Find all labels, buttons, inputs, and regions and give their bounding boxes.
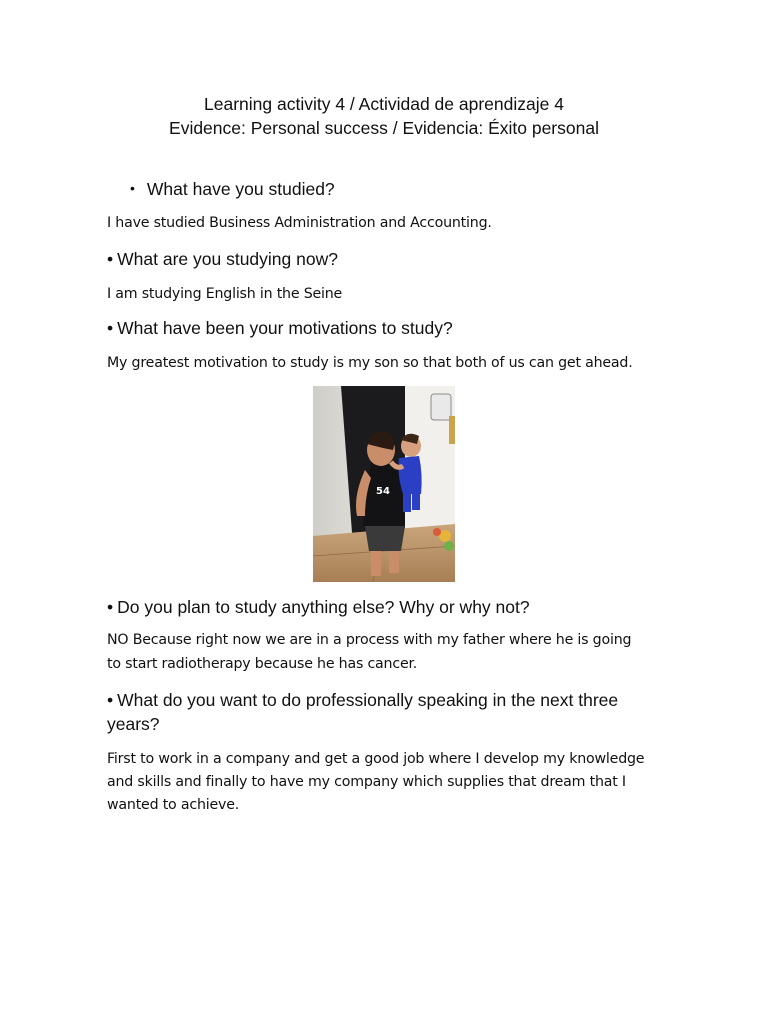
shirt-text: 54 [376, 486, 390, 497]
question-4-text: Do you plan to study anything else? Why or why not? [117, 597, 530, 617]
answer-4-line-2: to start radiotherapy because he has cancer. [107, 656, 418, 672]
answer-4-line-1: NO Because right now we are in a process with my father where he is going [107, 632, 632, 648]
answer-1: I have studied Business Administration and Accounting. [107, 215, 492, 231]
document-title-line-2: Evidence: Personal success / Evidencia: Éxito personal [169, 118, 599, 138]
bullet-icon: • [107, 597, 114, 617]
document-title-line-1: Learning activity 4 / Actividad de aprendizaje 4 [204, 94, 564, 114]
question-3 [107, 317, 667, 340]
bullet-icon: • [107, 318, 114, 338]
question-5-text-line-1: What do you want to do professionally speaking in the next three [117, 690, 619, 710]
photo-illustration [313, 386, 455, 582]
question-1-text: What have you studied? [146, 179, 335, 199]
question-5-line-2: years? [107, 714, 160, 734]
question-4 [107, 596, 667, 619]
answer-2: I am studying English in the Seine [107, 286, 343, 302]
bullet-icon: • [107, 249, 114, 269]
question-3-text: What have been your motivations to study? [117, 318, 453, 338]
answer-3: My greatest motivation to study is my son so that both of us can get ahead. [107, 355, 633, 371]
question-5 [107, 689, 667, 712]
question-1 [130, 178, 690, 202]
question-2-text: What are you studying now? [117, 249, 338, 269]
answer-5-line-2: and skills and finally to have my company which supplies that dream that I [107, 774, 626, 790]
answer-5-line-1: First to work in a company and get a good job where I develop my knowledge [107, 751, 645, 767]
question-2 [107, 248, 667, 271]
bullet-icon: • [107, 690, 114, 710]
bullet-icon: • [130, 180, 135, 196]
answer-5-line-3: wanted to achieve. [107, 797, 240, 813]
personal-photo [313, 386, 455, 582]
